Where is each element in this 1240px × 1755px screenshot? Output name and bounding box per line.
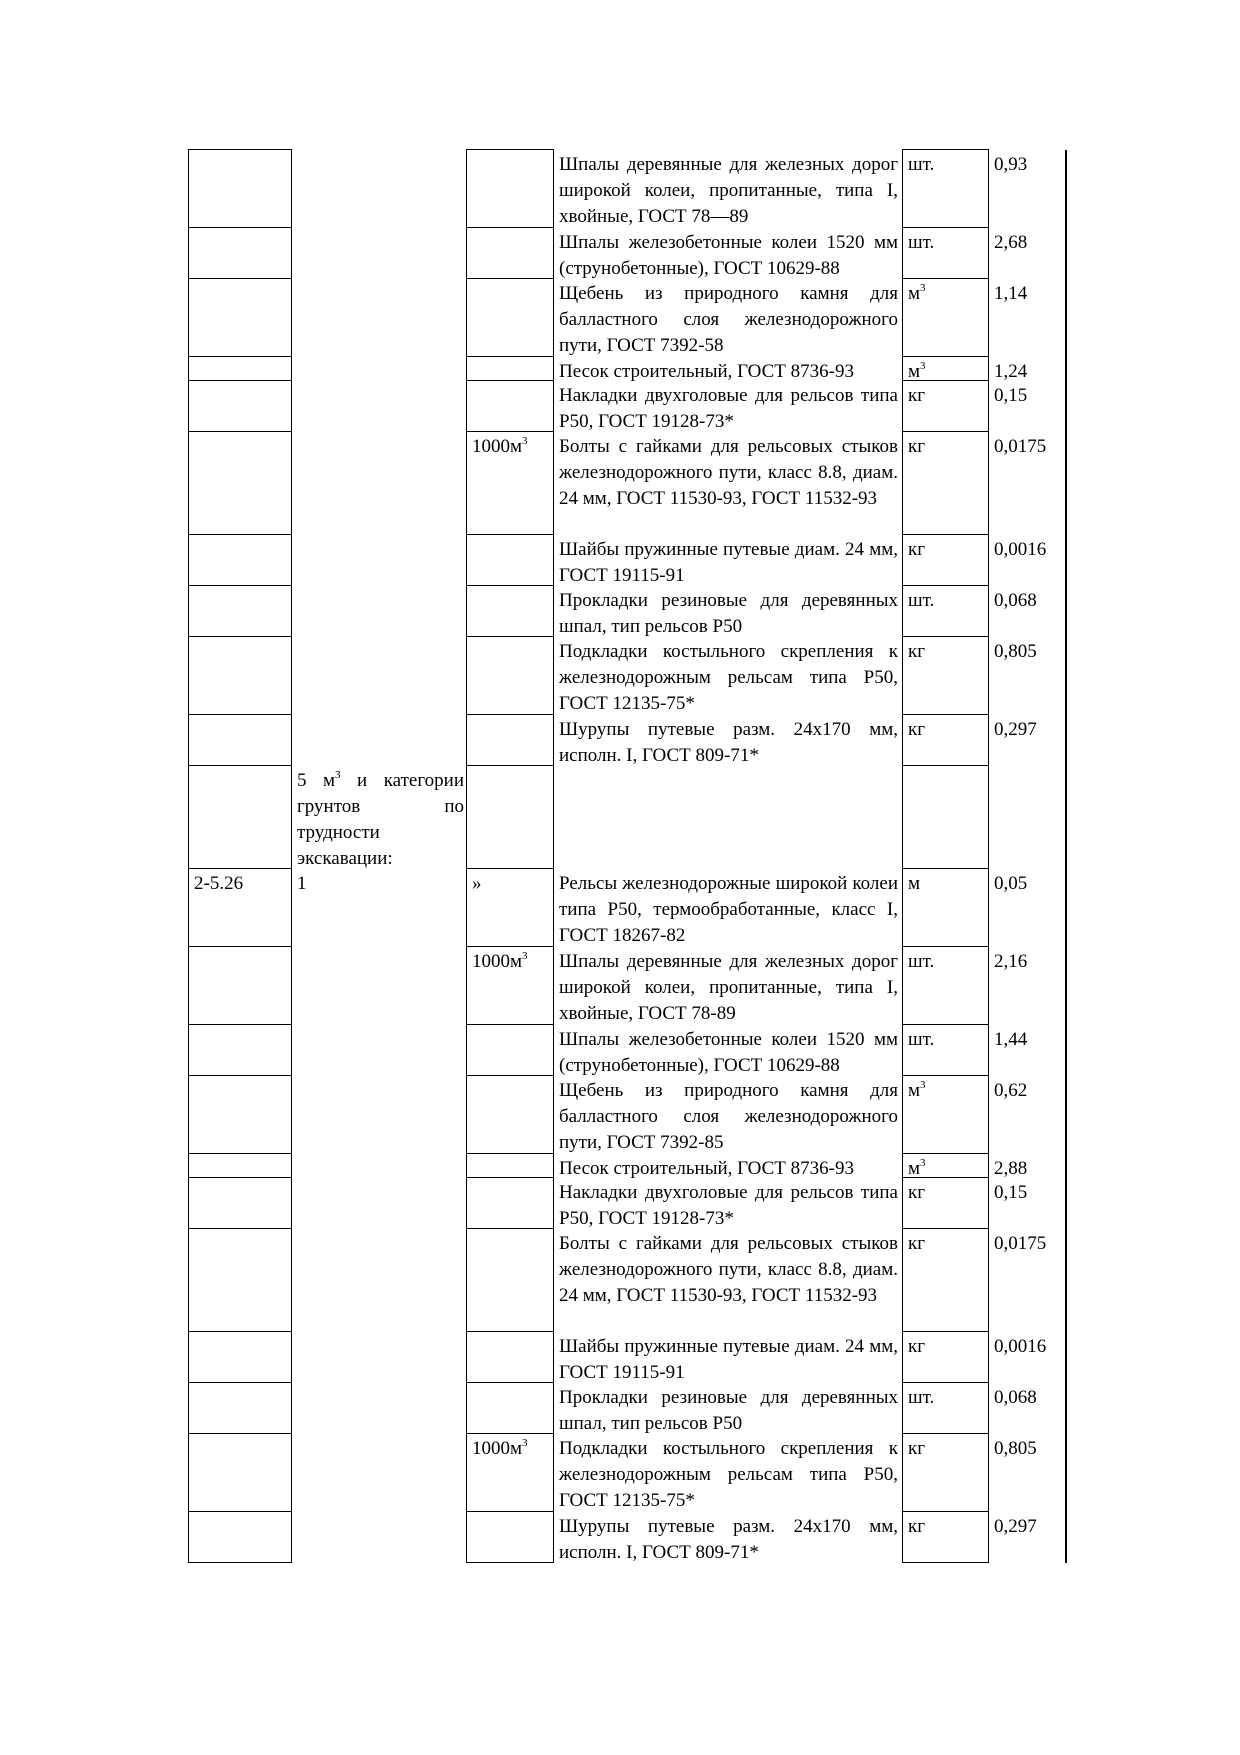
cell-unit: $1000м^3$ — [466, 1433, 554, 1512]
cell-resource: Песок строительный, ГОСТ 8736-93 — [559, 361, 854, 382]
cell-resource: Шпалы железобетонные колеи 1520 мм (струнобетонные), ГОСТ 10629-88 — [559, 232, 898, 279]
table-row — [188, 535, 1068, 586]
cell-resource: Подкладки костыльного скрепления к железнодорожным рельсам типа Р50, ГОСТ 12135-75* — [559, 641, 898, 714]
cell-code — [188, 585, 292, 637]
cell-mu: кг — [902, 714, 989, 766]
cell-unit — [466, 585, 554, 637]
table-row — [188, 1383, 1068, 1434]
cell-qty: 0,0016 — [994, 1336, 1047, 1357]
cell-code: 2-5.26 — [188, 868, 292, 947]
cell-unit — [466, 714, 554, 766]
cell-mu: шт. — [902, 946, 989, 1025]
table-row — [188, 357, 1068, 381]
table-row — [188, 637, 1068, 715]
cell-qty: 0,93 — [994, 154, 1028, 175]
cell-mu: шт. — [902, 1382, 989, 1434]
cell-mu: кг — [902, 534, 989, 586]
table-row — [188, 1229, 1068, 1332]
cell-unit — [466, 1382, 554, 1434]
cell-resource — [554, 766, 902, 869]
cell-name — [292, 432, 466, 535]
cell-mu: кг — [902, 380, 989, 432]
cell-qty: 0,15 — [994, 385, 1028, 406]
cell-mu: шт. — [902, 1024, 989, 1076]
cell-resource: Шпалы деревянные для железных дорог широкой колеи, пропитанные, типа I, хвойные, ГОСТ 78-89 — [559, 951, 898, 1024]
table-row — [188, 1178, 1068, 1229]
cell-unit — [466, 278, 554, 357]
table-row — [188, 715, 1068, 766]
cell-code — [188, 380, 292, 432]
cell-code — [188, 227, 292, 279]
cell-name — [292, 1512, 466, 1563]
cell-name — [292, 1229, 466, 1332]
cell-name — [292, 279, 466, 357]
cell-code — [188, 1331, 292, 1383]
table-row — [188, 279, 1068, 357]
cell-name — [292, 1076, 466, 1154]
cell-resource: Болты с гайками для рельсовых стыков железнодорожного пути, класс 8.8, диам. 24 мм, ГОСТ 11530-93, ГОСТ 11532-93 — [559, 436, 898, 509]
cell-mu — [902, 765, 989, 869]
cell-mu: шт. — [902, 585, 989, 637]
cell-resource: Шпалы железобетонные колеи 1520 мм (струнобетонные), ГОСТ 10629-88 — [559, 1029, 898, 1076]
cell-qty: 0,068 — [994, 1387, 1037, 1408]
cell-name — [292, 150, 466, 228]
cell-name — [292, 637, 466, 715]
cell-qty: 0,15 — [994, 1182, 1028, 1203]
cell-mu: кг — [902, 431, 989, 535]
cell-unit — [466, 380, 554, 432]
cell-mu: кг — [902, 1228, 989, 1332]
cell-qty: 1,24 — [994, 361, 1028, 382]
cell-name — [292, 535, 466, 586]
cell-resource: Шайбы пружинные путевые диам. 24 мм, ГОСТ 19115-91 — [559, 1336, 898, 1383]
cell-name — [292, 1434, 466, 1512]
cell-resource: Прокладки резиновые для деревянных шпал, тип рельсов Р50 — [559, 1387, 898, 1434]
cell-name — [292, 1383, 466, 1434]
cell-qty: 2,88 — [994, 1158, 1028, 1179]
table-row — [188, 1076, 1068, 1154]
cell-code — [188, 431, 292, 535]
cell-unit — [466, 1075, 554, 1154]
cell-code — [188, 714, 292, 766]
cell-code — [188, 1024, 292, 1076]
cell-qty: 0,0175 — [994, 436, 1047, 457]
table-row — [188, 381, 1068, 432]
table-row — [188, 869, 1068, 947]
cell-qty — [989, 766, 1065, 869]
cell-code — [188, 1511, 292, 1563]
table-row — [188, 947, 1068, 1025]
cell-unit: $1000м^3$ — [466, 946, 554, 1025]
table-row — [188, 228, 1068, 279]
cell-qty: 0,805 — [994, 641, 1037, 662]
cell-mu: кг — [902, 1511, 989, 1563]
cell-unit — [466, 636, 554, 715]
cell-qty: 2,16 — [994, 951, 1028, 972]
cell-name — [292, 1178, 466, 1229]
cell-mu: м — [902, 868, 989, 947]
cell-qty: 0,068 — [994, 590, 1037, 611]
cell-resource: Шайбы пружинные путевые диам. 24 мм, ГОСТ 19115-91 — [559, 539, 898, 586]
cell-qty: 0,805 — [994, 1438, 1037, 1459]
cell-resource: Болты с гайками для рельсовых стыков железнодорожного пути, класс 8.8, диам. 24 мм, ГОСТ 11530-93, ГОСТ 11532-93 — [559, 1233, 898, 1306]
table-row — [188, 586, 1068, 637]
cell-name — [292, 1332, 466, 1383]
cell-code — [188, 356, 292, 381]
cell-unit — [466, 765, 554, 869]
cell-resource: Накладки двухголовые для рельсов типа Р50, ГОСТ 19128-73* — [559, 385, 898, 432]
cell-code — [188, 636, 292, 715]
cell-mu: кг — [902, 1433, 989, 1512]
cell-qty: 0,0175 — [994, 1233, 1047, 1254]
cell-name — [292, 357, 466, 381]
cell-resource: Рельсы железнодорожные широкой колеи типа Р50, термообработанные, класс I, ГОСТ 18267-82 — [559, 873, 898, 946]
cell-unit: $1000м^3$ — [466, 431, 554, 535]
cell-resource: Песок строительный, ГОСТ 8736-93 — [559, 1158, 854, 1179]
cell-code — [188, 1075, 292, 1154]
cell-unit — [466, 356, 554, 381]
cell-mu: кг — [902, 1331, 989, 1383]
cell-unit — [466, 1024, 554, 1076]
cell-mu: кг — [902, 1177, 989, 1229]
cell-code — [188, 278, 292, 357]
cell-qty: 0,05 — [994, 873, 1028, 894]
cell-code — [188, 534, 292, 586]
table-row — [188, 1025, 1068, 1076]
cell-code — [188, 1177, 292, 1229]
cell-unit — [466, 1331, 554, 1383]
cell-resource: Шпалы деревянные для железных дорог широкой колеи, пропитанные, типа I, хвойные, ГОСТ 78—89 — [559, 154, 898, 227]
cell-unit: » — [466, 868, 554, 947]
cell-name: 5 $м^3$ и категории грунтов по трудности экскавации: — [297, 769, 464, 869]
cell-qty: 2,68 — [994, 232, 1028, 253]
cell-mu: $м^3$ — [902, 356, 989, 381]
cell-unit — [466, 1153, 554, 1178]
table-row — [188, 1434, 1068, 1512]
cell-code — [188, 946, 292, 1025]
cell-qty: 0,0016 — [994, 539, 1047, 560]
cell-resource: Прокладки резиновые для деревянных шпал, тип рельсов Р50 — [559, 590, 898, 637]
cell-name — [292, 715, 466, 766]
cell-unit — [466, 1511, 554, 1563]
table-row — [188, 1154, 1068, 1178]
cell-qty: 0,297 — [994, 1516, 1037, 1537]
cell-mu: $м^3$ — [902, 278, 989, 357]
cell-code — [188, 1228, 292, 1332]
cell-name — [292, 1025, 466, 1076]
table-row — [188, 432, 1068, 535]
cell-resource: Шурупы путевые разм. 24х170 мм, исполн. I, ГОСТ 809-71* — [559, 1516, 898, 1563]
cell-unit — [466, 149, 554, 228]
cell-name — [292, 1154, 466, 1178]
cell-unit — [466, 227, 554, 279]
resource-table — [188, 150, 1068, 1563]
cell-qty: 0,297 — [994, 719, 1037, 740]
cell-qty: 1,14 — [994, 283, 1028, 304]
cell-mu: $м^3$ — [902, 1075, 989, 1154]
cell-resource: Щебень из природного камня для балластного слоя железнодорожного пути, ГОСТ 7392-85 — [559, 1080, 898, 1153]
cell-code — [188, 149, 292, 228]
table-row — [188, 1332, 1068, 1383]
cell-unit — [466, 1228, 554, 1332]
cell-qty: 0,62 — [994, 1080, 1028, 1101]
cell-name — [292, 947, 466, 1025]
cell-unit — [466, 1177, 554, 1229]
cell-mu: кг — [902, 636, 989, 715]
cell-code — [188, 1433, 292, 1512]
cell-resource: Накладки двухголовые для рельсов типа Р50, ГОСТ 19128-73* — [559, 1182, 898, 1229]
cell-resource: Шурупы путевые разм. 24х170 мм, исполн. I, ГОСТ 809-71* — [559, 719, 898, 766]
cell-unit — [466, 534, 554, 586]
cell-name: 1 — [297, 873, 307, 894]
cell-code — [188, 1382, 292, 1434]
cell-qty: 1,44 — [994, 1029, 1028, 1050]
cell-code — [188, 765, 292, 869]
cell-mu: шт. — [902, 227, 989, 279]
cell-name — [292, 586, 466, 637]
cell-name — [292, 228, 466, 279]
cell-mu: $м^3$ — [902, 1153, 989, 1178]
table-row — [188, 150, 1068, 228]
cell-resource: Подкладки костыльного скрепления к железнодорожным рельсам типа Р50, ГОСТ 12135-75* — [559, 1438, 898, 1511]
cell-code — [188, 1153, 292, 1178]
cell-name — [292, 381, 466, 432]
cell-resource: Щебень из природного камня для балластного слоя железнодорожного пути, ГОСТ 7392-58 — [559, 283, 898, 356]
cell-mu: шт. — [902, 149, 989, 228]
table-row — [188, 766, 1068, 869]
table-row — [188, 1512, 1068, 1563]
